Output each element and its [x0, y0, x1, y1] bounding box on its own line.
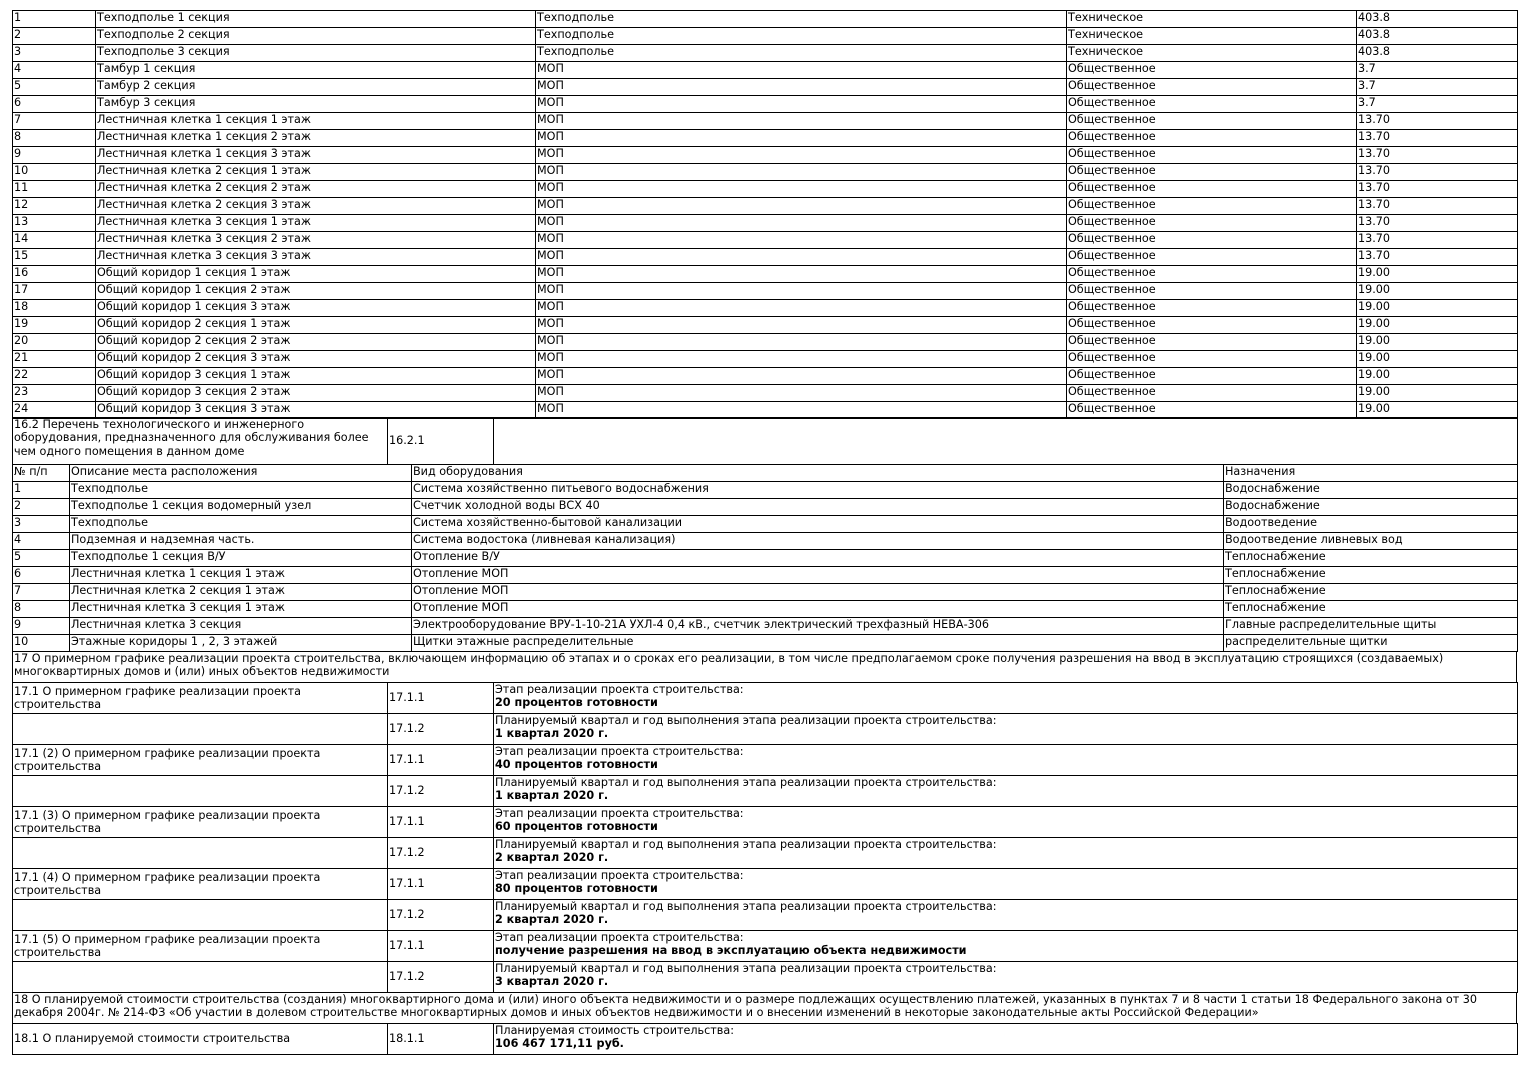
- equipment-number: 10: [13, 635, 70, 652]
- schedule-title: 17.1 (5) О примерном графике реализации проекта строительства: [13, 931, 388, 962]
- room-number: 24: [13, 402, 96, 419]
- schedule-code-stage: 17.1.1: [388, 869, 494, 900]
- equipment-type: Отопление МОП: [412, 567, 1224, 584]
- equipment-header-row: [13, 465, 1518, 482]
- room-number: 4: [13, 62, 96, 79]
- table-row: [13, 96, 1518, 113]
- table-row: [13, 198, 1518, 215]
- equipment-location: Техподполье: [70, 516, 412, 533]
- table-row: [13, 249, 1518, 266]
- common-premises-table: [12, 10, 1518, 419]
- room-name: Лестничная клетка 3 секция 3 этаж: [96, 249, 536, 266]
- room-type: МОП: [536, 368, 1067, 385]
- equipment-type: Счетчик холодной воды ВСХ 40: [412, 499, 1224, 516]
- room-type: МОП: [536, 334, 1067, 351]
- cost-label: Планируемая стоимость строительства:: [495, 1024, 734, 1037]
- quarter-value: 1 квартал 2020 г.: [495, 727, 609, 741]
- equipment-type: Система хозяйственно питьевого водоснабжения: [412, 482, 1224, 499]
- quarter-label: Планируемый квартал и год выполнения этапа реализации проекта строительства:: [495, 838, 997, 851]
- room-name: Лестничная клетка 3 секция 2 этаж: [96, 232, 536, 249]
- schedule-code-stage: 17.1.1: [388, 931, 494, 962]
- equipment-number: 6: [13, 567, 70, 584]
- equipment-purpose: распределительные щитки: [1224, 635, 1518, 652]
- schedule-title: 17.1 (2) О примерном графике реализации проекта строительства: [13, 745, 388, 776]
- equipment-type: Отопление МОП: [412, 584, 1224, 601]
- table-row: [13, 499, 1518, 516]
- equipment-type: Система водостока (ливневая канализация): [412, 533, 1224, 550]
- room-name: Техподполье 1 секция: [96, 11, 536, 28]
- schedule-code-stage: 17.1.1: [388, 807, 494, 838]
- cost-table: [12, 1023, 1518, 1055]
- room-area: 19.00: [1357, 385, 1518, 402]
- equipment-type: Электрооборудование ВРУ-1-10-21А УХЛ-4 0,4 кВ., счетчик электрический трехфазный НЕВА-306: [412, 618, 1224, 635]
- equipment-type: Система хозяйственно-бытовой канализации: [412, 516, 1224, 533]
- room-number: 2: [13, 28, 96, 45]
- room-area: 13.70: [1357, 249, 1518, 266]
- room-type: МОП: [536, 351, 1067, 368]
- room-name: Тамбур 3 секция: [96, 96, 536, 113]
- room-name: Лестничная клетка 2 секция 2 этаж: [96, 181, 536, 198]
- section-18-code: 18.1.1: [388, 1024, 494, 1055]
- room-name: Лестничная клетка 1 секция 3 этаж: [96, 147, 536, 164]
- room-name: Общий коридор 2 секция 2 этаж: [96, 334, 536, 351]
- room-type: МОП: [536, 62, 1067, 79]
- equipment-body: [13, 465, 1518, 652]
- room-purpose: Техническое: [1067, 28, 1357, 45]
- section-17-header: [12, 651, 1517, 683]
- room-type: МОП: [536, 300, 1067, 317]
- room-number: 3: [13, 45, 96, 62]
- room-number: 6: [13, 96, 96, 113]
- schedule-quarter-row: [13, 962, 1518, 993]
- room-type: МОП: [536, 283, 1067, 300]
- equipment-location: Техподполье 1 секция В/У: [70, 550, 412, 567]
- schedule-stage-cell: [494, 931, 1518, 962]
- stage-value: получение разрешения на ввод в эксплуатацию объекта недвижимости: [495, 944, 967, 958]
- schedule-stage-row: [13, 807, 1518, 838]
- schedule-code-quarter: 17.1.2: [388, 838, 494, 869]
- room-area: 3.7: [1357, 79, 1518, 96]
- room-name: Общий коридор 2 секция 1 этаж: [96, 317, 536, 334]
- room-type: МОП: [536, 215, 1067, 232]
- schedule-quarter-cell: [494, 776, 1518, 807]
- schedule-title: 17.1 (3) О примерном графике реализации проекта строительства: [13, 807, 388, 838]
- equipment-purpose: Водоотведение: [1224, 516, 1518, 533]
- room-type: МОП: [536, 164, 1067, 181]
- quarter-value: 2 квартал 2020 г.: [495, 913, 609, 927]
- table-row: [13, 283, 1518, 300]
- room-name: Тамбур 1 секция: [96, 62, 536, 79]
- room-purpose: Общественное: [1067, 62, 1357, 79]
- schedule-title-empty: [13, 776, 388, 807]
- room-area: 3.7: [1357, 62, 1518, 79]
- schedule-quarter-row: [13, 900, 1518, 931]
- room-number: 11: [13, 181, 96, 198]
- room-type: Техподполье: [536, 11, 1067, 28]
- room-purpose: Общественное: [1067, 249, 1357, 266]
- equipment-number: 8: [13, 601, 70, 618]
- section-17-title: 17 О примерном графике реализации проекта строительства, включающем информацию об этапах и о сроках его реализации, в том числе предполагаемом сроке получения разрешения на ввод в эксплуатацию строящихся (создаваемых) многоквартирных домов и (или) иных объектов недвижимости: [13, 652, 1517, 683]
- quarter-value: 3 квартал 2020 г.: [495, 975, 609, 989]
- room-area: 19.00: [1357, 334, 1518, 351]
- schedule-stage-cell: [494, 869, 1518, 900]
- schedule-code-quarter: 17.1.2: [388, 776, 494, 807]
- schedule-quarter-row: [13, 838, 1518, 869]
- quarter-label: Планируемый квартал и год выполнения этапа реализации проекта строительства:: [495, 900, 997, 913]
- stage-value: 80 процентов готовности: [495, 882, 658, 896]
- schedule-table: [12, 682, 1518, 993]
- room-purpose: Общественное: [1067, 215, 1357, 232]
- room-purpose: Общественное: [1067, 164, 1357, 181]
- table-row: [13, 113, 1518, 130]
- schedule-title-empty: [13, 900, 388, 931]
- table-row: [13, 317, 1518, 334]
- room-purpose: Общественное: [1067, 113, 1357, 130]
- room-purpose: Общественное: [1067, 147, 1357, 164]
- schedule-stage-cell: [494, 807, 1518, 838]
- room-name: Общий коридор 2 секция 3 этаж: [96, 351, 536, 368]
- table-row: [13, 351, 1518, 368]
- room-name: Техподполье 3 секция: [96, 45, 536, 62]
- stage-label: Этап реализации проекта строительства:: [495, 745, 744, 758]
- quarter-value: 1 квартал 2020 г.: [495, 789, 609, 803]
- equipment-table: [12, 464, 1518, 652]
- equipment-purpose: Водоотведение ливневых вод: [1224, 533, 1518, 550]
- room-area: 403.8: [1357, 11, 1518, 28]
- table-row: [13, 618, 1518, 635]
- room-name: Общий коридор 3 секция 1 этаж: [96, 368, 536, 385]
- room-name: Лестничная клетка 3 секция 1 этаж: [96, 215, 536, 232]
- equipment-number: 1: [13, 482, 70, 499]
- room-name: Лестничная клетка 2 секция 3 этаж: [96, 198, 536, 215]
- equipment-type: Щитки этажные распределительные: [412, 635, 1224, 652]
- schedule-title: 17.1 О примерном графике реализации проекта строительства: [13, 683, 388, 714]
- room-area: 13.70: [1357, 232, 1518, 249]
- room-name: Общий коридор 3 секция 2 этаж: [96, 385, 536, 402]
- room-area: 13.70: [1357, 215, 1518, 232]
- equipment-purpose: Теплоснабжение: [1224, 567, 1518, 584]
- schedule-title-empty: [13, 714, 388, 745]
- table-row: [13, 635, 1518, 652]
- room-area: 19.00: [1357, 351, 1518, 368]
- equipment-type: Отопление В/У: [412, 550, 1224, 567]
- table-row: [13, 147, 1518, 164]
- schedule-quarter-cell: [494, 838, 1518, 869]
- schedule-stage-cell: [494, 745, 1518, 776]
- section-16-2-title: 16.2 Перечень технологического и инженерного оборудования, предназначенного для обслуживания более чем одного помещения в данном доме: [13, 418, 388, 465]
- table-row: [13, 601, 1518, 618]
- cost-value: 106 467 171,11 руб.: [495, 1037, 624, 1051]
- section-16-2-empty: [494, 418, 1518, 465]
- room-area: 403.8: [1357, 45, 1518, 62]
- schedule-quarter-cell: [494, 900, 1518, 931]
- room-number: 8: [13, 130, 96, 147]
- quarter-value: 2 квартал 2020 г.: [495, 851, 609, 865]
- room-type: МОП: [536, 147, 1067, 164]
- equipment-location: Подземная и надземная часть.: [70, 533, 412, 550]
- equipment-section-header: [12, 417, 1518, 465]
- room-type: МОП: [536, 113, 1067, 130]
- quarter-label: Планируемый квартал и год выполнения этапа реализации проекта строительства:: [495, 776, 997, 789]
- table-row: [13, 368, 1518, 385]
- table-row: [13, 402, 1518, 419]
- room-area: 3.7: [1357, 96, 1518, 113]
- room-type: МОП: [536, 249, 1067, 266]
- schedule-quarter-row: [13, 776, 1518, 807]
- room-name: Техподполье 2 секция: [96, 28, 536, 45]
- table-row: [13, 11, 1518, 28]
- room-name: Общий коридор 1 секция 3 этаж: [96, 300, 536, 317]
- room-number: 18: [13, 300, 96, 317]
- room-number: 7: [13, 113, 96, 130]
- equipment-number: 2: [13, 499, 70, 516]
- room-type: МОП: [536, 385, 1067, 402]
- room-area: 13.70: [1357, 147, 1518, 164]
- equipment-purpose: Теплоснабжение: [1224, 601, 1518, 618]
- stage-label: Этап реализации проекта строительства:: [495, 807, 744, 820]
- schedule-stage-cell: [494, 683, 1518, 714]
- room-name: Лестничная клетка 1 секция 1 этаж: [96, 113, 536, 130]
- schedule-stage-row: [13, 745, 1518, 776]
- room-area: 19.00: [1357, 266, 1518, 283]
- room-number: 21: [13, 351, 96, 368]
- equipment-number: 4: [13, 533, 70, 550]
- room-type: МОП: [536, 266, 1067, 283]
- stage-label: Этап реализации проекта строительства:: [495, 869, 744, 882]
- room-name: Общий коридор 1 секция 1 этаж: [96, 266, 536, 283]
- table-row: [13, 482, 1518, 499]
- schedule-code-quarter: 17.1.2: [388, 962, 494, 993]
- room-area: 19.00: [1357, 283, 1518, 300]
- room-number: 16: [13, 266, 96, 283]
- room-type: Техподполье: [536, 28, 1067, 45]
- equipment-location: Техподполье: [70, 482, 412, 499]
- table-row: [13, 164, 1518, 181]
- schedule-stage-row: [13, 931, 1518, 962]
- stage-value: 60 процентов готовности: [495, 820, 658, 834]
- room-area: 19.00: [1357, 402, 1518, 419]
- room-purpose: Общественное: [1067, 402, 1357, 419]
- room-area: 403.8: [1357, 28, 1518, 45]
- room-type: МОП: [536, 96, 1067, 113]
- room-purpose: Общественное: [1067, 283, 1357, 300]
- room-purpose: Общественное: [1067, 385, 1357, 402]
- room-type: МОП: [536, 198, 1067, 215]
- quarter-label: Планируемый квартал и год выполнения этапа реализации проекта строительства:: [495, 714, 997, 727]
- room-purpose: Общественное: [1067, 300, 1357, 317]
- table-row: [13, 266, 1518, 283]
- table-row: [13, 516, 1518, 533]
- room-purpose: Общественное: [1067, 317, 1357, 334]
- equipment-location: Лестничная клетка 2 секция 1 этаж: [70, 584, 412, 601]
- schedule-stage-row: [13, 869, 1518, 900]
- table-row: [13, 79, 1518, 96]
- room-number: 22: [13, 368, 96, 385]
- schedule-body: [13, 683, 1518, 993]
- table-row: [13, 232, 1518, 249]
- common-premises-body: [13, 11, 1518, 419]
- section-18-title: 18 О планируемой стоимости строительства (создания) многоквартирного дома и (или) иного объекта недвижимости и о размере подлежащих осуществлению платежей, указанных в пунктах 7 и 8 части 1 статьи 18 Федерального закона от 30 декабря 2004г. № 214-ФЗ «Об участии в долевом строительстве многоквартирных домов и иных объектов недвижимости и о внесении изменений в некоторые законодательные акты Российской Федерации»: [13, 993, 1517, 1024]
- stage-value: 40 процентов готовности: [495, 758, 658, 772]
- stage-label: Этап реализации проекта строительства:: [495, 931, 744, 944]
- room-type: МОП: [536, 181, 1067, 198]
- room-area: 19.00: [1357, 368, 1518, 385]
- equipment-purpose: Водоснабжение: [1224, 482, 1518, 499]
- schedule-code-stage: 17.1.1: [388, 745, 494, 776]
- room-type: Техподполье: [536, 45, 1067, 62]
- room-purpose: Техническое: [1067, 45, 1357, 62]
- equipment-number: 7: [13, 584, 70, 601]
- equipment-purpose: Теплоснабжение: [1224, 584, 1518, 601]
- room-number: 10: [13, 164, 96, 181]
- schedule-code-quarter: 17.1.2: [388, 714, 494, 745]
- schedule-title-empty: [13, 962, 388, 993]
- room-purpose: Общественное: [1067, 198, 1357, 215]
- room-number: 5: [13, 79, 96, 96]
- equipment-purpose: Водоснабжение: [1224, 499, 1518, 516]
- header-purpose: Назначения: [1224, 465, 1518, 482]
- room-purpose: Общественное: [1067, 181, 1357, 198]
- section-16-2-code: 16.2.1: [388, 418, 494, 465]
- schedule-code-quarter: 17.1.2: [388, 900, 494, 931]
- equipment-number: 5: [13, 550, 70, 567]
- header-n: № п/п: [13, 465, 70, 482]
- equipment-location: Лестничная клетка 3 секция 1 этаж: [70, 601, 412, 618]
- room-number: 20: [13, 334, 96, 351]
- section-18-header: [12, 992, 1517, 1024]
- room-purpose: Общественное: [1067, 334, 1357, 351]
- room-name: Лестничная клетка 2 секция 1 этаж: [96, 164, 536, 181]
- room-type: МОП: [536, 402, 1067, 419]
- schedule-stage-row: [13, 683, 1518, 714]
- room-number: 17: [13, 283, 96, 300]
- stage-label: Этап реализации проекта строительства:: [495, 683, 744, 696]
- room-number: 15: [13, 249, 96, 266]
- section-18-row-title: 18.1 О планируемой стоимости строительства: [13, 1024, 388, 1055]
- room-area: 19.00: [1357, 300, 1518, 317]
- room-area: 13.70: [1357, 113, 1518, 130]
- table-row: [13, 45, 1518, 62]
- room-purpose: Общественное: [1067, 351, 1357, 368]
- room-name: Лестничная клетка 1 секция 2 этаж: [96, 130, 536, 147]
- schedule-quarter-cell: [494, 962, 1518, 993]
- stage-value: 20 процентов готовности: [495, 696, 658, 710]
- room-number: 13: [13, 215, 96, 232]
- equipment-number: 3: [13, 516, 70, 533]
- room-number: 14: [13, 232, 96, 249]
- table-row: [13, 62, 1518, 79]
- room-purpose: Общественное: [1067, 368, 1357, 385]
- table-row: [13, 215, 1518, 232]
- table-row: [13, 567, 1518, 584]
- table-row: [13, 334, 1518, 351]
- equipment-location: Лестничная клетка 3 секция: [70, 618, 412, 635]
- schedule-quarter-cell: [494, 714, 1518, 745]
- room-area: 13.70: [1357, 198, 1518, 215]
- room-purpose: Общественное: [1067, 232, 1357, 249]
- quarter-label: Планируемый квартал и год выполнения этапа реализации проекта строительства:: [495, 962, 997, 975]
- room-number: 12: [13, 198, 96, 215]
- cost-cell: [494, 1024, 1518, 1055]
- room-purpose: Общественное: [1067, 266, 1357, 283]
- room-name: Общий коридор 1 секция 2 этаж: [96, 283, 536, 300]
- room-number: 23: [13, 385, 96, 402]
- room-area: 19.00: [1357, 317, 1518, 334]
- equipment-number: 9: [13, 618, 70, 635]
- room-type: МОП: [536, 317, 1067, 334]
- equipment-purpose: Теплоснабжение: [1224, 550, 1518, 567]
- schedule-quarter-row: [13, 714, 1518, 745]
- room-purpose: Техническое: [1067, 11, 1357, 28]
- room-area: 13.70: [1357, 164, 1518, 181]
- equipment-type: Отопление МОП: [412, 601, 1224, 618]
- table-row: [13, 533, 1518, 550]
- header-type: Вид оборудования: [412, 465, 1224, 482]
- schedule-title: 17.1 (4) О примерном графике реализации проекта строительства: [13, 869, 388, 900]
- room-area: 13.70: [1357, 181, 1518, 198]
- table-row: [13, 300, 1518, 317]
- header-location: Описание места расположения: [70, 465, 412, 482]
- table-row: [13, 130, 1518, 147]
- schedule-code-stage: 17.1.1: [388, 683, 494, 714]
- equipment-location: Лестничная клетка 1 секция 1 этаж: [70, 567, 412, 584]
- schedule-title-empty: [13, 838, 388, 869]
- room-purpose: Общественное: [1067, 130, 1357, 147]
- equipment-purpose: Главные распределительные щиты: [1224, 618, 1518, 635]
- room-number: 1: [13, 11, 96, 28]
- room-purpose: Общественное: [1067, 79, 1357, 96]
- room-type: МОП: [536, 79, 1067, 96]
- room-purpose: Общественное: [1067, 96, 1357, 113]
- room-type: МОП: [536, 130, 1067, 147]
- room-name: Тамбур 2 секция: [96, 79, 536, 96]
- room-area: 13.70: [1357, 130, 1518, 147]
- equipment-location: Этажные коридоры 1 , 2, 3 этажей: [70, 635, 412, 652]
- room-number: 19: [13, 317, 96, 334]
- equipment-location: Техподполье 1 секция водомерный узел: [70, 499, 412, 516]
- table-row: [13, 181, 1518, 198]
- table-row: [13, 550, 1518, 567]
- room-type: МОП: [536, 232, 1067, 249]
- table-row: [13, 584, 1518, 601]
- table-row: [13, 385, 1518, 402]
- room-number: 9: [13, 147, 96, 164]
- room-name: Общий коридор 3 секция 3 этаж: [96, 402, 536, 419]
- table-row: [13, 28, 1518, 45]
